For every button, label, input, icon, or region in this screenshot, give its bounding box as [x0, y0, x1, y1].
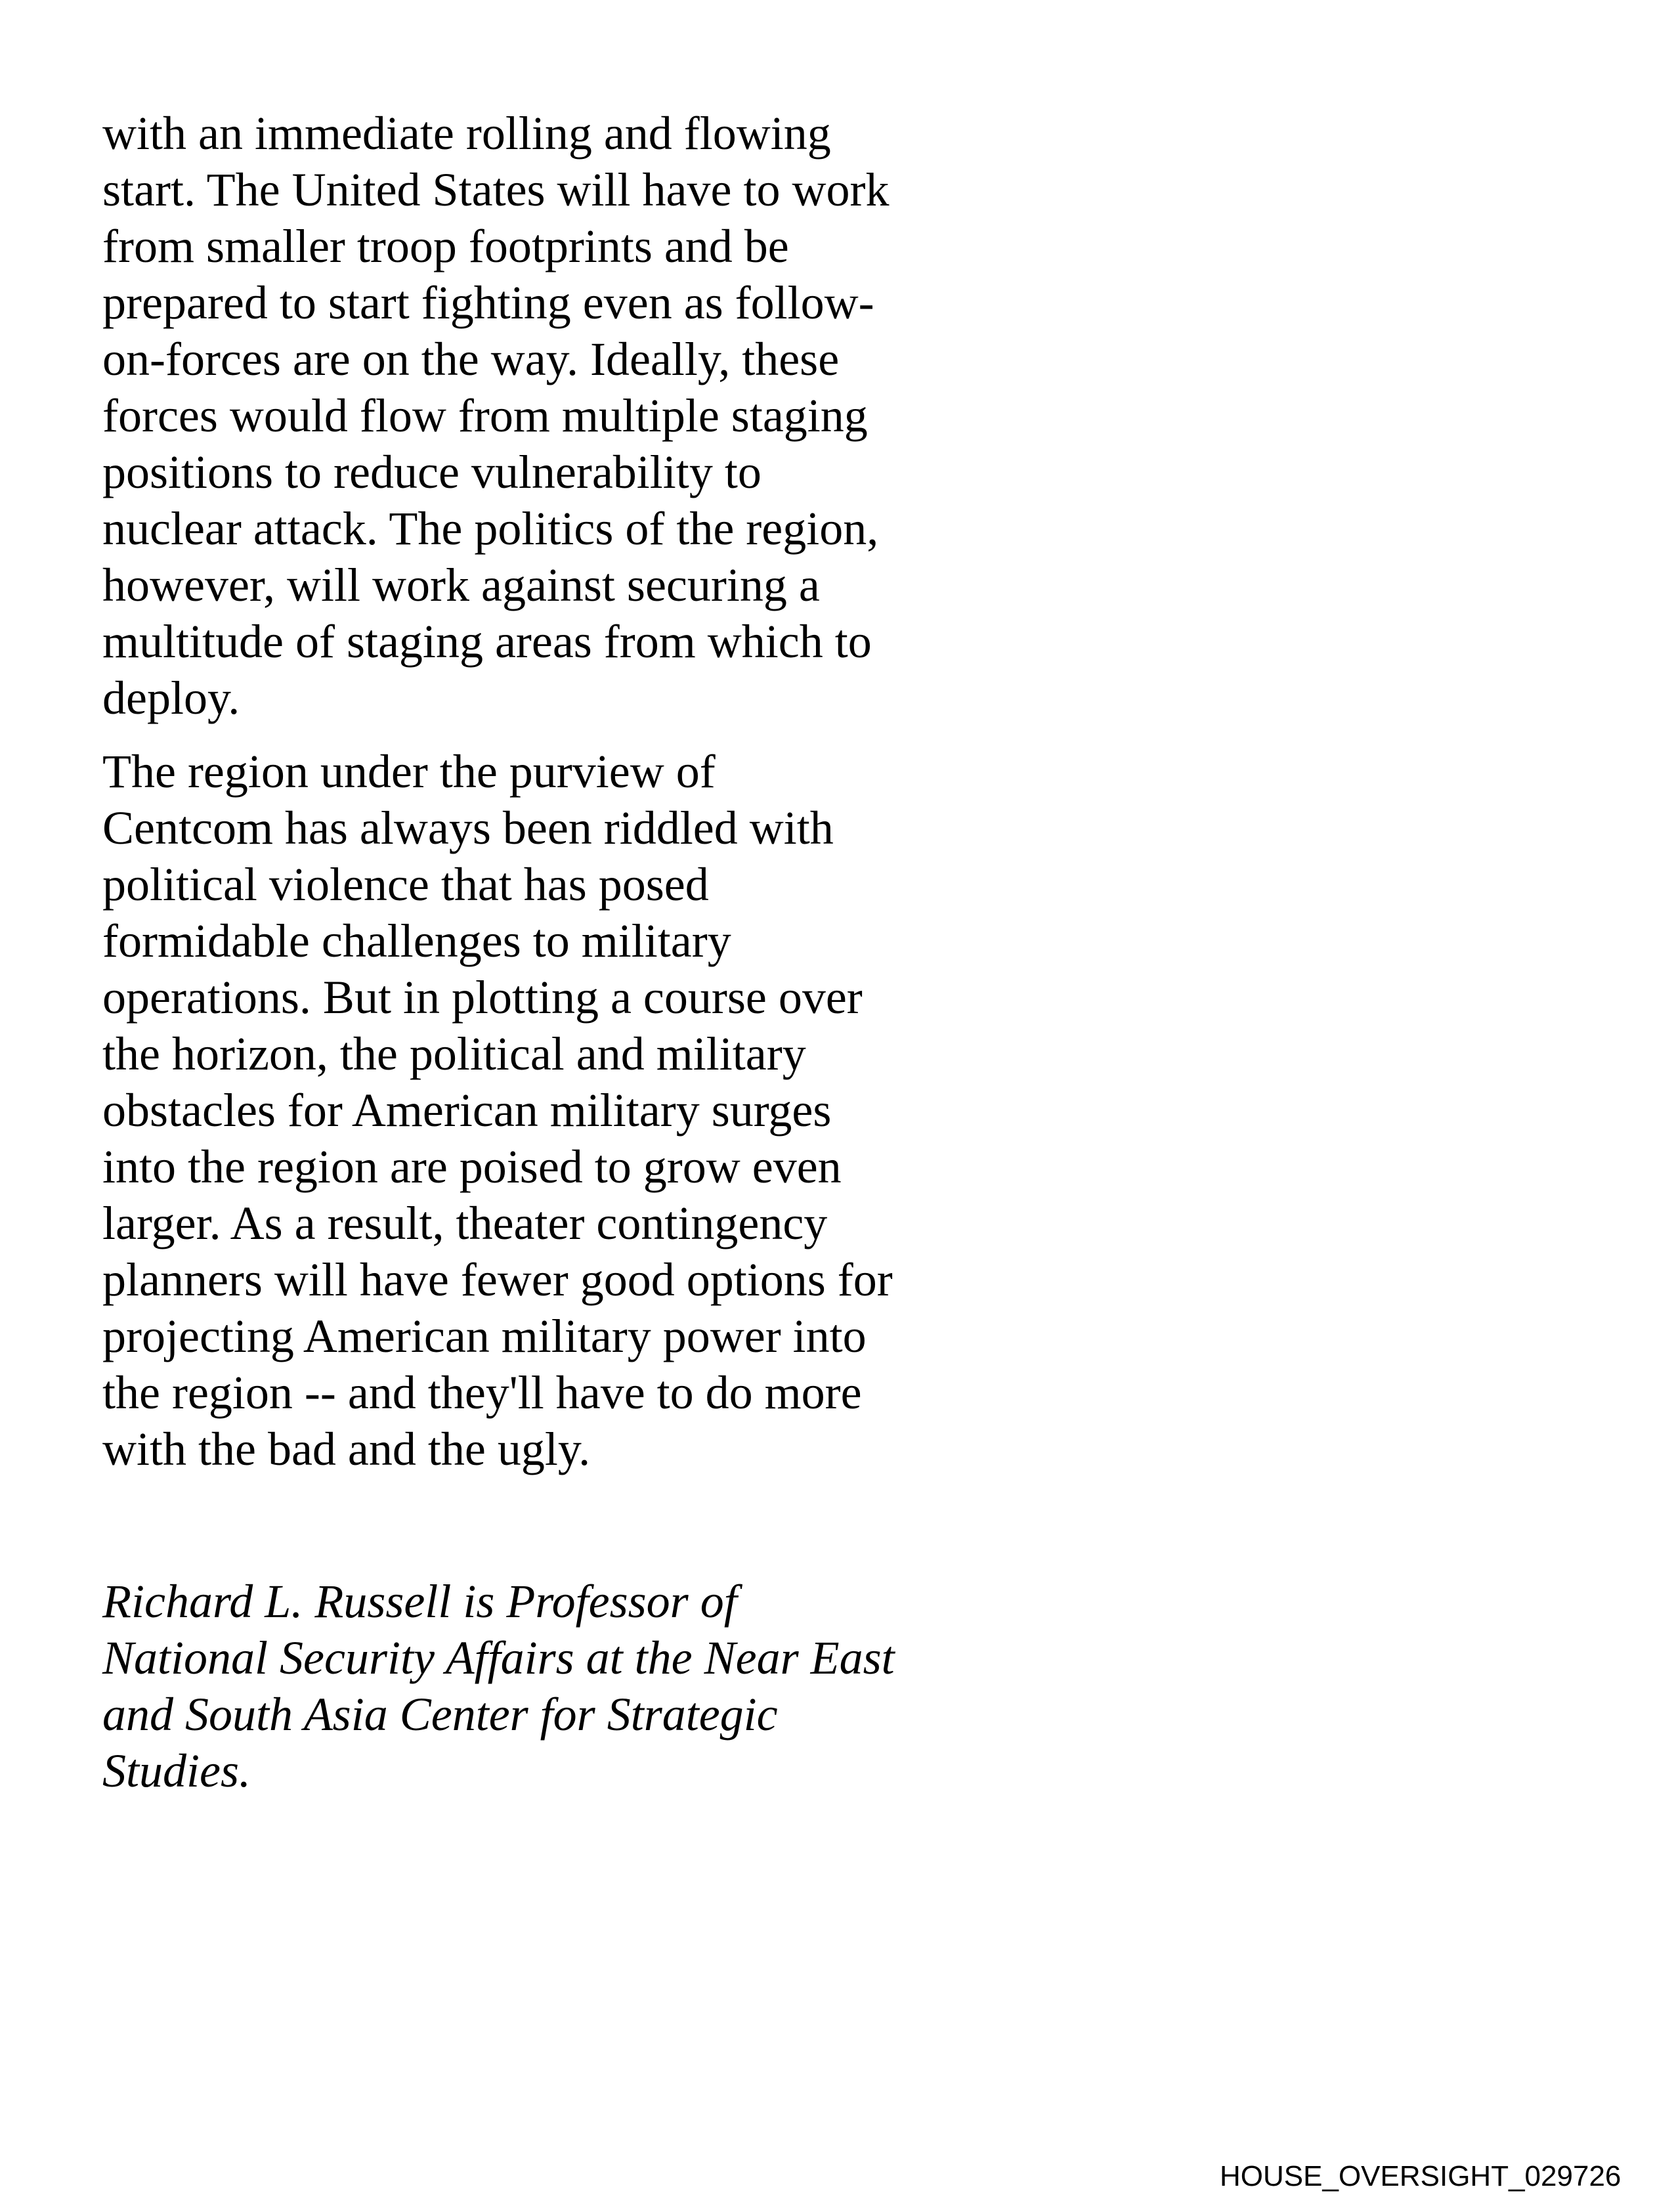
text-line: nuclear attack. The politics of the region,	[102, 502, 879, 555]
text-line: on-forces are on the way. Ideally, these	[102, 333, 840, 385]
text-line: from smaller troop footprints and be	[102, 220, 789, 272]
text-line: into the region are poised to grow even	[102, 1140, 842, 1193]
text-line: multitude of staging areas from which to	[102, 615, 872, 668]
text-line: The region under the purview of	[102, 745, 716, 798]
text-line: the horizon, the political and military	[102, 1028, 806, 1080]
text-line: the region -- and they'll have to do more	[102, 1366, 862, 1419]
author-bio	[102, 1573, 1021, 1799]
text-line: formidable challenges to military	[102, 915, 731, 967]
text-line: Studies.	[102, 1745, 251, 1797]
text-line: prepared to start fighting even as follow-	[102, 276, 874, 329]
text-line: start. The United States will have to work	[102, 163, 890, 216]
text-line: forces would flow from multiple staging	[102, 389, 868, 442]
text-line: positions to reduce vulnerability to	[102, 446, 762, 498]
text-line: deploy.	[102, 672, 240, 724]
paragraph	[102, 105, 1021, 726]
text-line: Centcom has always been riddled with	[102, 802, 834, 854]
paragraph	[102, 743, 1021, 1477]
text-line: larger. As a result, theater contingency	[102, 1197, 828, 1249]
text-line: National Security Affairs at the Near East	[102, 1632, 895, 1684]
document-id-footer: HOUSE_OVERSIGHT_029726	[1220, 2160, 1621, 2192]
text-line: and South Asia Center for Strategic	[102, 1688, 778, 1741]
text-line: however, will work against securing a	[102, 559, 820, 611]
text-line: operations. But in plotting a course over	[102, 971, 863, 1024]
text-line: planners will have fewer good options for	[102, 1253, 893, 1306]
document-body	[102, 105, 1021, 1799]
text-line: obstacles for American military surges	[102, 1084, 832, 1137]
text-line: political violence that has posed	[102, 858, 709, 911]
text-line: with an immediate rolling and flowing	[102, 107, 831, 160]
text-line: Richard L. Russell is Professor of	[102, 1575, 737, 1628]
text-line: projecting American military power into	[102, 1310, 867, 1362]
text-line: with the bad and the ugly.	[102, 1423, 591, 1475]
